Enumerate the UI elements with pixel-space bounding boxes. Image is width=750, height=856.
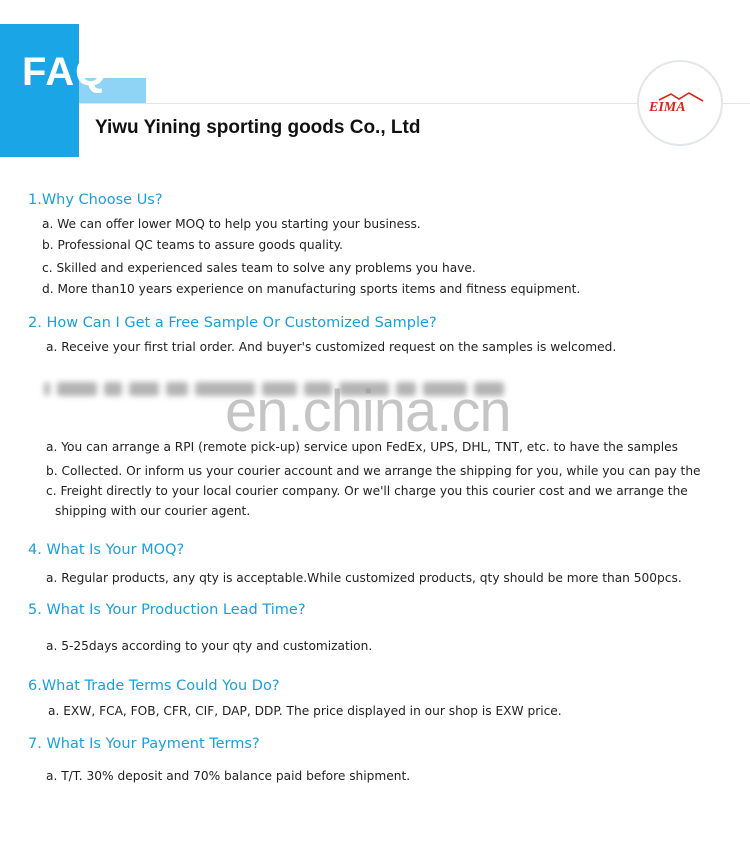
answer-item: b. Collected. Or inform us your courier account and we arrange the shipping for you, while you can pay the xyxy=(46,464,701,478)
question-title: 2. How Can I Get a Free Sample Or Customized Sample? xyxy=(28,315,437,331)
company-name: Yiwu Yining sporting goods Co., Ltd xyxy=(95,117,421,138)
question-title: 6.What Trade Terms Could You Do? xyxy=(28,678,280,694)
faq-heading: FAQ xyxy=(22,50,108,94)
answer-item: c. Freight directly to your local courier company. Or we'll charge you this courier cost and we arrange the xyxy=(46,484,688,498)
answer-item: a. You can arrange a RPI (remote pick-up) service upon FedEx, UPS, DHL, TNT, etc. to have the samples xyxy=(46,440,678,454)
answer-item: a. T/T. 30% deposit and 70% balance paid before shipment. xyxy=(46,769,411,783)
question-title: 1.Why Choose Us? xyxy=(28,192,163,208)
logo-wordmark: EIMA xyxy=(649,100,686,114)
question-title: 4. What Is Your MOQ? xyxy=(28,542,185,558)
question-title: 5. What Is Your Production Lead Time? xyxy=(28,602,306,618)
answer-item: a. Regular products, any qty is acceptable.While customized products, qty should be more than 500pcs. xyxy=(46,571,682,585)
answer-item: b. Professional QC teams to assure goods quality. xyxy=(42,238,343,252)
answer-item: d. More than10 years experience on manufacturing sports items and fitness equipment. xyxy=(42,282,581,296)
question-title: 7. What Is Your Payment Terms? xyxy=(28,736,260,752)
logo-mountain-icon xyxy=(645,92,717,114)
answer-item: shipping with our courier agent. xyxy=(55,504,251,518)
answer-item: a. We can offer lower MOQ to help you starting your business. xyxy=(42,217,421,231)
answer-item: a. Receive your first trial order. And buyer's customized request on the samples is welcomed. xyxy=(46,340,617,354)
answer-item: a. 5-25days according to your qty and customization. xyxy=(46,639,373,653)
brand-logo xyxy=(637,60,723,146)
answer-item: a. EXW, FCA, FOB, CFR, CIF, DAP, DDP. The price displayed in our shop is EXW price. xyxy=(48,704,562,718)
watermark: en.china.cn xyxy=(225,379,511,444)
answer-item: c. Skilled and experienced sales team to solve any problems you have. xyxy=(42,261,476,275)
